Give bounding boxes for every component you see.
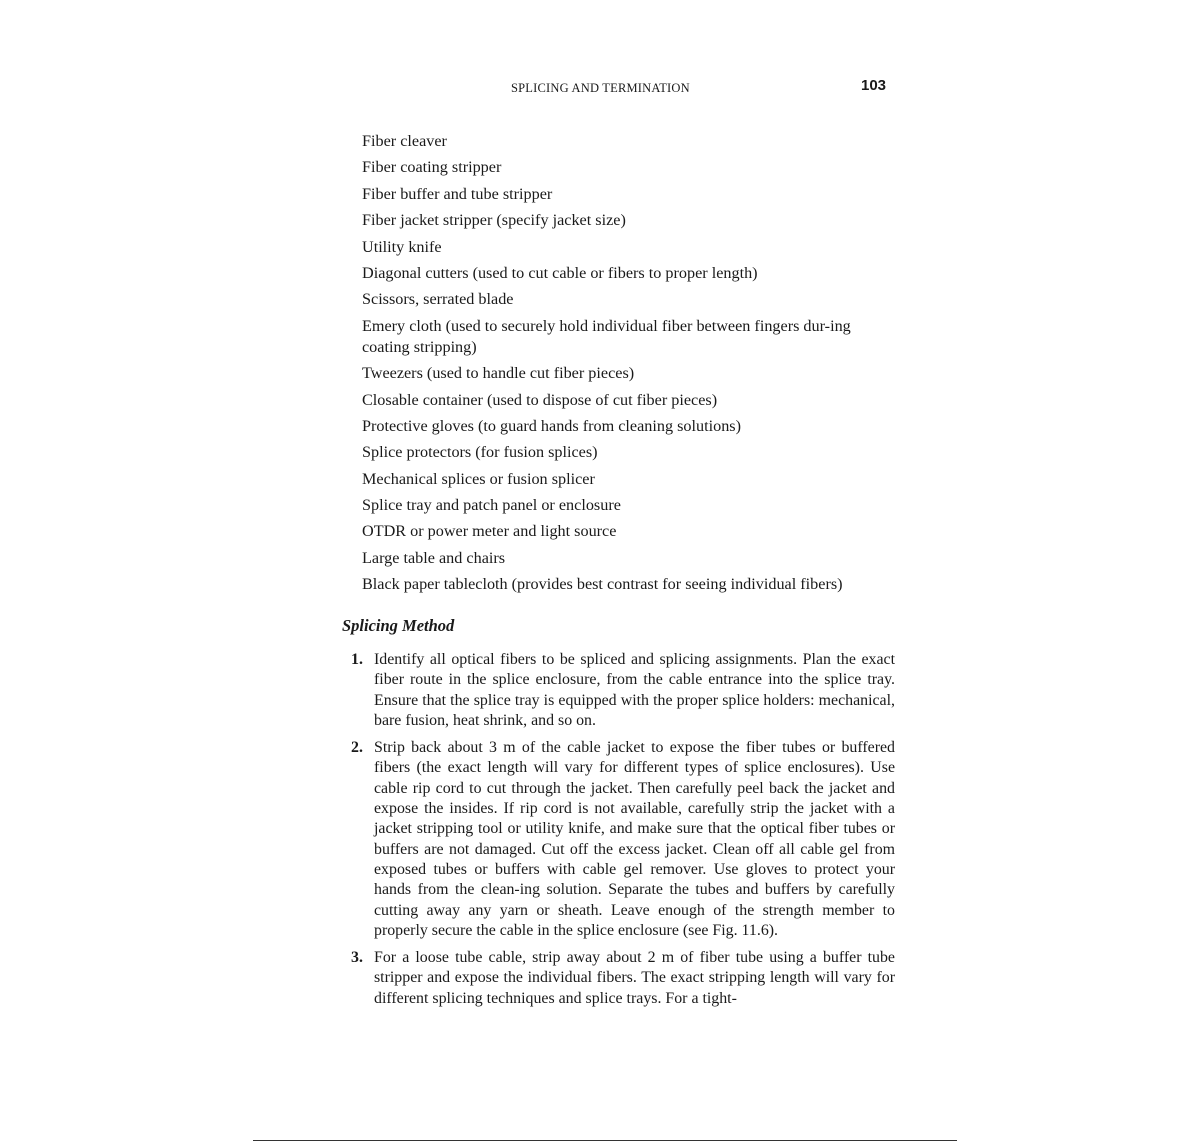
list-item: Fiber cleaver (362, 132, 447, 150)
step-number: 2. (351, 739, 363, 757)
running-head-title: SPLICING AND TERMINATION (511, 81, 690, 95)
section-heading: Splicing Method (342, 616, 455, 635)
step-text: Strip back about 3 m of the cable jacket to expose the fiber tubes or buffered fibers (the exact length will vary for different types of splice enclosures). Use cable rip cord to cut through the jacket. Then carefully peel back the jacket and expose the insides. If rip cord is not available, carefully strip the jacket with a jacket stripping tool or utility knife, and make sure that the optical fiber tubes or buffers are not damaged. Cut off the excess jacket. Clean off all cable gel from exposed tubes or buffers with cable gel remover. Use gloves to protect your hands from the clean-ing solution. Separate the tubes and buffers by carefully cutting away any yarn or sheath. Leave enough of the strength member to properly secure the cable in the splice enclosure (see Fig. 11.6). (374, 739, 895, 939)
step-text: For a loose tube cable, strip away about 2 m of fiber tube using a buffer tube stripper and expose the individual fibers. The exact stripping length will vary for different splicing techniques and splice trays. For a tight- (374, 949, 895, 1007)
list-item: Fiber jacket stripper (specify jacket size) (362, 211, 626, 230)
list-item: Fiber coating stripper (362, 158, 502, 177)
list-item: Scissors, serrated blade (362, 290, 514, 309)
steps-list (351, 650, 895, 1016)
list-item: Tweezers (used to handle cut fiber pieces) (362, 364, 635, 383)
list-item: Splice protectors (for fusion splices) (362, 443, 598, 462)
step-item (351, 738, 895, 941)
list-item: Mechanical splices or fusion splicer (362, 469, 595, 488)
list-item: Closable container (used to dispose of cut fiber pieces) (362, 390, 718, 409)
page-number: 103 (861, 77, 887, 94)
list-item: Large table and chairs (362, 548, 506, 567)
list-item: Protective gloves (to guard hands from cleaning solutions) (362, 416, 741, 435)
list-item: Emery cloth (used to securely hold individual fiber between fingers dur-ing coating stripping) (362, 316, 851, 356)
step-item (351, 948, 895, 1009)
list-item: OTDR or power meter and light source (362, 522, 617, 541)
step-text: Identify all optical fibers to be spliced and splicing assignments. Plan the exact fiber route in the splice enclosure, from the cable entrance into the splice tray. Ensure that the splice tray is equipped with the proper splice holders: mechanical, bare fusion, heat shrink, and so on. (374, 651, 895, 729)
list-item: Fiber buffer and tube stripper (362, 184, 553, 203)
footer-rule (253, 1140, 957, 1141)
step-number: 1. (351, 651, 363, 668)
list-item: Diagonal cutters (used to cut cable or fibers to proper length) (362, 263, 758, 282)
step-number: 3. (351, 949, 363, 967)
list-item: Utility knife (362, 237, 442, 256)
step-item (351, 650, 895, 731)
list-item: Splice tray and patch panel or enclosure (362, 496, 621, 515)
list-item: Black paper tablecloth (provides best contrast for seeing individual fibers) (362, 575, 843, 594)
tool-list (362, 131, 898, 601)
